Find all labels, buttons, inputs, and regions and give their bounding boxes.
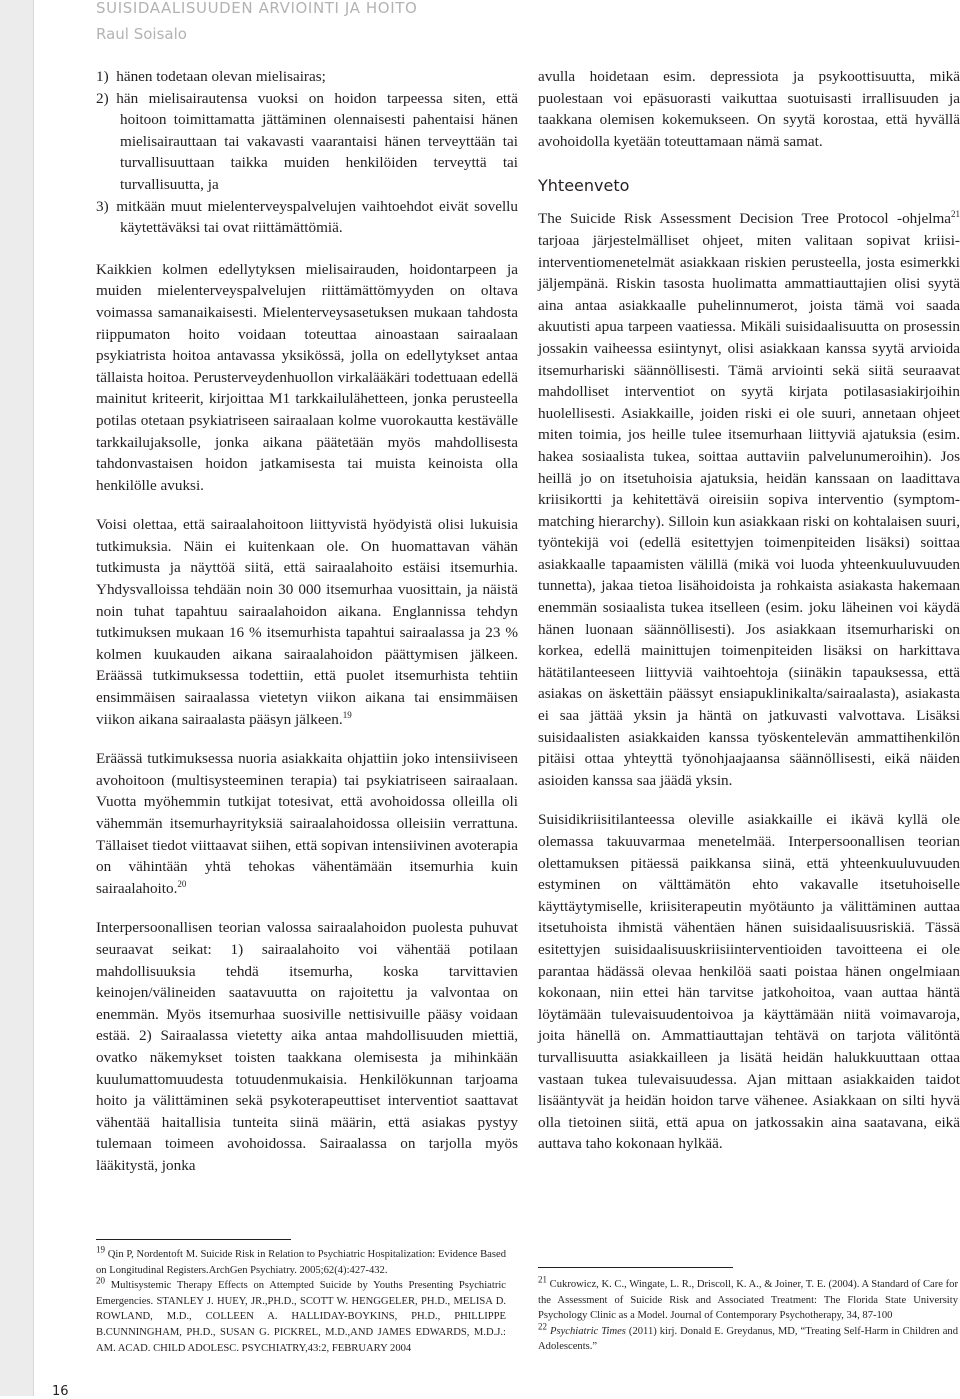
footnote [96,1244,506,1278]
footnote-text: Multisystemic Therapy Effects on Attempted Suicide by Youths Presenting Psychiatric Emergencies. STANLEY J. HUEY, JR.,PH.D., SCOTT W. HENGGELER, PH.D., MELISA D. ROWLAND, M.D., COLLEEN A. HALLIDAY-BOYKINS, PH.D., PHILLIPPE B.CUNNINGHAM, PH.D., SUSAN G. PICKREL, M.D.,AND JAMES EDWARDS, M.D.J.: AM. ACAD. CHILD ADOLESC. PSYCHIATRY,43:2, FEBRUARY 2004 [96,1280,506,1354]
footnote-number: 20 [96,1275,105,1286]
footnote-number: 21 [538,1274,547,1285]
footnote-number: 19 [96,1244,105,1255]
left-column [96,66,518,1195]
footnote-source: Psychiatric Times [549,1325,626,1337]
paragraph [96,748,518,899]
footnote-text: (2011) kirj. Donald E. Greydanus, MD, “Treating Self-Harm in Children and Adolescents.” [538,1325,958,1353]
margin-bar [0,0,33,1396]
criteria-item: 3) mitkään muut mielenterveyspalvelujen vaihtoehdot eivät sovellu käytettäväksi tai ovat riittämättömiä. [96,197,518,237]
footnote-ref: 21 [951,209,960,220]
footnotes-left [96,1244,506,1356]
margin-rule [33,0,34,1396]
footnote-divider [96,1239,291,1240]
paragraph-text: Voisi olettaa, että sairaalahoitoon liittyvistä hyödyistä olisi lukuisia tutkimuksia. Näin ei kuitenkaan ole. On huomattavan vähän tutkimusta ja näyttöä siitä, että sairaalahoito estäisi itsemurhia. Yhdysvalloissa tehdään noin 30 000 itsemurhaa vuosittain, ja näistä noin tuhat tapahtuu sairaalahoidon aikana. Englannissa tehdyn tutkimuksen mukaan 16 % itsemurhista tapahtui sairaalassa ja 23 % kolmen kuukauden aikana sairaalahoidon päättymisen jälkeen. Eräässä tutkimuksessa todettiin, että puolet itsemurhista tehtiin ensimmäisen sairaalassa vietetyn viikon aikana tai ensimmäisen viikon aikana sairaalasta pääsyn jälkeen. [96,516,518,728]
paragraph: Suisidikriisitilanteessa oleville asiakkaille ei ikävä kyllä ole olemassa takuuvarmaa menetelmää. Interpersoonallisen teorian olettamuksen pitäessä paikkansa siinä, että yhteenkuuluvuuden estyminen on välttämätön ehto vakavalle itsetuhoiselle käyttäytymiselle, kriisiterapeutin myötäunto ja välittäminen auttaa itsetuhoista ihmistä vähentäen hänen suisidaalisuusriskiä. Tässä esitettyjen suisidaalisuuskriisiinterventioiden tavoitteena ei ole parantaa hädässä olevaa henkilöä saati poistaa hänen ongelmiaan kokonaan, niin ettei hän tarvitse jatkohoitoa, vaan auttaa häntä löytämään tulevaisuudentoivoa ja käyttämään niitä voimavaroja, joita hänellä on. Ammattiauttajan tehtävä on tarjota välitöntä turvallisuutta asiakkailleen ja lisätä heidän halukkuuttaan ottaa vastaan tukea tulevaisuudessa. Ajan mittaan asiakkaiden taidot lisääntyvät ja heidän hoidon tarve vähenee. Asiakkaan on silti hyvä olla tietoinen siitä, että apua on jatkossakin aina saatavana, eikä auttava taho kokonaan hylkää. [538,811,960,1153]
footnote [538,1274,959,1324]
right-column [538,66,960,1173]
paragraph: Kaikkien kolmen edellytyksen mielisairauden, hoidontarpeen ja muiden mielenterveyspalvelujen riittämättömyyden on oltava voimassa samanaikaisesti. Mielenterveysasetuksen mukaan tahdosta riippumaton hoito voidaan toteuttaa ainoastaan sairaalaan psykiatrista hoitoa antavassa yksikössä, jolla on edellytykset antaa tällaista hoitoa. Perusterveydenhuollon virkalääkäri todettuaan edellä mainitut kriteerit, kirjoittaa M1 tarkkailulähetteen, jonka perusteella potilas otetaan psykiatriseen sairaalaan kolme vuorokautta kestävälle tarkkailujaksolle, jonka aikana päätetään myös mahdollisesta tahdonvastaisen hoidon jatkamisesta tai muista keinoista olla henkilölle avuksi. [96,260,518,494]
paragraph-text: tarjoaa järjestelmälliset ohjeet, miten valitaan sopivat kriisi-interventiomenetelmät asiakkaan riskien perusteella, josta esimerkki jäljempänä. Riskin tasosta huolimatta ammattiauttajien olisi syytä aina antaa asiakkaalle puhelinnumerot, joista tämä voi saada akuutisti apua tarpeen vaatiessa. Mikäli suisidaalisuutta on prosessin jossakin vaiheessa esiintynyt, olisi asiakkaan kanssa syytä arvioida itsemurhariski säännöllisesti. Tämä arviointi sekä siitä seuraavat mahdolliset interventiot on syytä kirjata potilasasiakirjoihin huolellisesti. Asiakkaille, joiden riski ei ole suuri, annetaan ohjeet miten toimia, jos heille tulee itsemurhaan liittyviä ajatuksia (esim. hakea sosiaalista tukea, soittaa auttaviin palvelunumeroihin). Jos heillä jo on itsetuhoisia ajatuksia, heidän kanssaan on laadittava kriisikortti ja kehitettävä oireisiin sopiva interventio (symptom-matching hierarchy). Silloin kun asiakkaan riski on kohtalaisen suuri, työntekijä voi (edellä esitettyjen toimenpiteiden lisäksi) soittaa asiakkaalle tapaamisten välillä (mikä voi luoda yhteenkuuluvuuden tunnetta), jakaa tietoa lisähoidoista ja rohkaista asiakasta hakemaan enemmän sosiaalista tukea itselleen (esim. joku läheinen voi käydä hänen luonaan säännöllisesti). Jos asiakkaan itsemurhariski on korkea, edellä mainittujen toimenpiteiden lisäksi on harkittava hätätilanteeseen liittyviä vaihtoehtoja (siinäkin tapauksessa, että asiakas on äskettäin päässyt ensiapuklinikalta/sairaalasta), asiakasta ei saa jättää yksin ja häntä on jatkuvasti valvottava. Lisäksi suisidaalisten asiakkaiden kanssa työskentelevän ammattihenkilön pitäisi ottaa yhteyttä työnohjaajaansa säännöllisesti, eikä näiden asioiden kanssa saa jäädä yksin. [538,231,960,789]
footnotes-right [538,1274,959,1355]
running-head [96,0,417,44]
footnote-number: 22 [538,1321,547,1332]
criteria-item: 1) hänen todetaan olevan mielisairas; [96,68,326,85]
paragraph: avulla hoidetaan esim. depressiota ja psykoottisuutta, mikä puolestaan voi epäsuorasti vaikuttaa suotuisasti irrallisuuden ja taakkana olemisen kokemukseen. On syytä korostaa, että hyvällä avohoidolla kyetään toteuttamaan nämä samat. [538,68,960,150]
paragraph-text: The Suicide Risk Assessment Decision Tree Protocol -ohjelma [538,210,951,228]
footnote [538,1321,958,1355]
paragraph [538,208,960,791]
paragraph [96,514,518,730]
footnote-ref: 20 [177,878,187,889]
page-number: 16 [52,1384,69,1399]
footnote-text: Cukrowicz, K. C., Wingate, L. R., Driscoll, K. A., & Joiner, T. E. (2004). A Standard of Care for the Assessment of Suicide Risk and Associated Treatment: The Florida State University Psychology Clinic as a Model. Journal of Contemporary Psychotherapy, 34, 87-100 [538,1279,959,1322]
section-heading: Yhteenveto [538,176,630,196]
footnote-divider [538,1267,733,1268]
running-head-author: Raul Soisalo [96,25,187,43]
footnote-ref: 19 [342,709,352,720]
paragraph: Interpersoonallisen teorian valossa sairaalahoidon puolesta puhuvat seuraavat seikat: 1) sairaalahoito voi vähentää potilaan mahdollisuuksia tehdä itsemurha, koska tarvittavien keinojen/välineiden saatavuutta on rajoitettu ja valvontaa on enemmän. Myös itsemurhaa suosiville nettisivuille pääsy voidaan estää. 2) Sairaalassa vietetty aika antaa mahdollisuuden miettiä, ovatko näkemykset toisten taakkana olemisesta ja mihinkään kuulumattomuudesta totuudenmukaisia. Henkilökunnan tarjoama hoito ja välittäminen sekä psykoterapeuttiset interventiot saattavat vähentää haitallisia tunteita siinä määrin, että asiakas pystyy tulemaan toimeen avohoidossa. Sairaalassa on tarjolla myös lääkitystä, jonka [96,919,518,1174]
criteria-list [96,66,518,239]
footnote-text: Qin P, Nordentoft M. Suicide Risk in Relation to Psychiatric Hospitalization: Evidence Based on Longitudinal Registers.ArchGen Psychiatry. 2005;62(4):427-432. [96,1249,506,1276]
paragraph-text: Eräässä tutkimuksessa nuoria asiakkaita ohjattiin joko intensiiviseen avohoitoon (multisysteeminen terapia) tai psykiatriseen sairaalaan. Vuotta myöhemmin tutkijat totesivat, että avohoidossa olleilla oli vähemmän itsemurhayrityksiä sairaalahoidossa olleisiin verrattuna. Tällaiset tiedot viittaavat siihen, että sopivan intensiivinen avoterapia on vähintään yhtä tehokas vähentämään itsemurhia kuin sairaalahoito. [96,750,518,897]
criteria-item: 2) hän mielisairautensa vuoksi on hoidon tarpeessa siten, että hoitoon toimittamatta jättäminen olennaisesti pahentaisi hänen mielisairauttaan tai vakavasti vaarantaisi hänen terveyttään tai turvallisuuttaan taikka muiden henkilöiden terveyttä tai turvallisuutta, ja [96,89,518,193]
footnote [96,1275,506,1356]
running-head-title: SUISIDAALISUUDEN ARVIOINTI JA HOITO [96,0,418,17]
